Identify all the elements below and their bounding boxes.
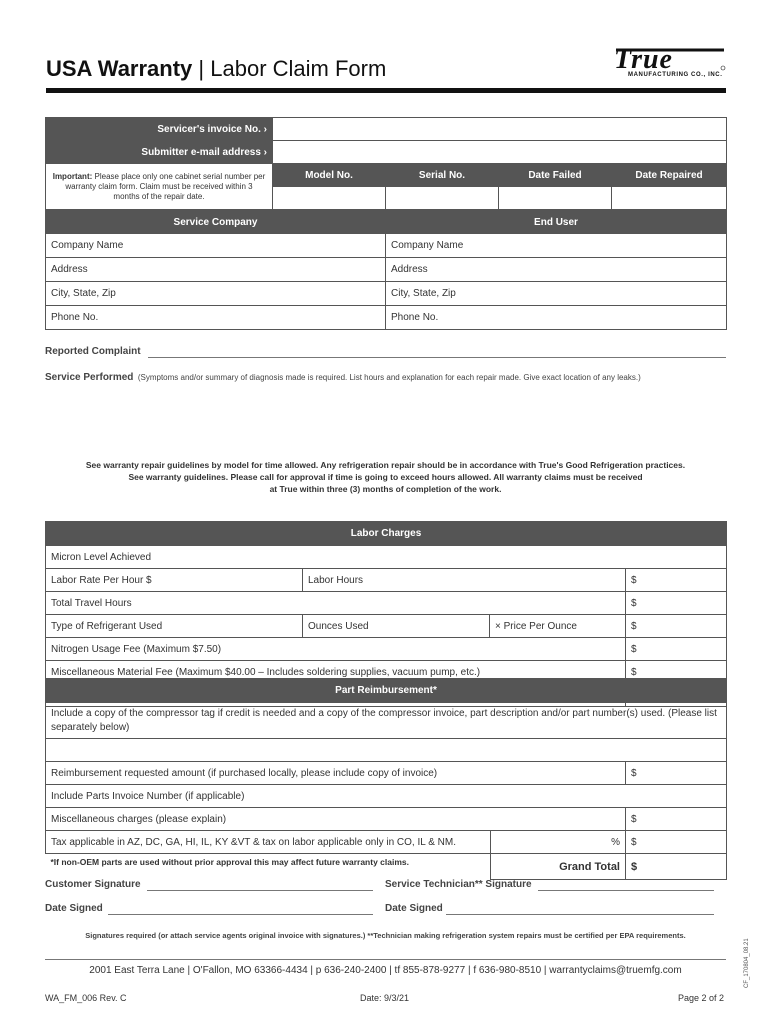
claim-header-table [45, 117, 727, 210]
technician-date-label: Date Signed [385, 903, 443, 914]
date-repaired-field[interactable] [612, 187, 727, 210]
contacts-table [45, 210, 727, 330]
page-number: Page 2 of 2 [678, 993, 725, 1003]
misc-material-fee-field[interactable]: Miscellaneous Material Fee (Maximum $40.00 – Includes soldering supplies, vacuum pump, etc.) [46, 661, 626, 684]
reported-complaint-label: Reported Complaint [45, 346, 141, 357]
reported-complaint-field[interactable] [148, 357, 726, 358]
end-user-city-field[interactable]: City, State, Zip [386, 282, 727, 306]
compressor-copy-note: Include a copy of the compressor tag if credit is needed and a copy of the compressor invoice, part description and/or part number(s) used. (Please list separately below) [46, 703, 727, 739]
service-performed-note: (Symptoms and/or summary of diagnosis made is required. List hours and explanation for each repair made. Give exact location of any leaks.) [137, 373, 641, 382]
ounces-used-field[interactable]: Ounces Used [303, 615, 490, 638]
refrigerant-type-field[interactable]: Type of Refrigerant Used [46, 615, 303, 638]
grand-total-label: Grand Total [491, 854, 626, 880]
end-user-company-name-field[interactable]: Company Name [386, 234, 727, 258]
technician-date-field[interactable] [446, 914, 714, 915]
misc-material-total-field[interactable]: $ [626, 661, 727, 684]
labor-charges-header: Labor Charges [46, 522, 727, 546]
email-field[interactable] [273, 141, 727, 164]
price-per-ounce-field[interactable]: × Price Per Ounce [490, 615, 626, 638]
form-date: Date: 9/3/21 [360, 993, 410, 1003]
parts-invoice-number-field[interactable]: Include Parts Invoice Number (if applicable) [46, 785, 727, 808]
date-repaired-header: Date Repaired [612, 164, 727, 187]
serial-no-header: Serial No. [386, 164, 499, 187]
part-reimbursement-header: Part Reimbursement* [46, 679, 727, 703]
misc-charges-field[interactable]: Miscellaneous charges (please explain) [46, 808, 626, 831]
nitrogen-total-field[interactable]: $ [626, 638, 727, 661]
parts-list-field[interactable] [46, 739, 727, 762]
customer-date-label: Date Signed [45, 903, 103, 914]
page-title: USA Warranty | Labor Claim Form [46, 56, 387, 81]
tax-total-field[interactable]: $ [626, 831, 727, 854]
header-rule [46, 88, 726, 93]
grand-total-field[interactable]: $ [626, 854, 727, 880]
service-company-header: Service Company [46, 211, 386, 234]
invoice-field[interactable] [273, 118, 727, 141]
date-failed-field[interactable] [499, 187, 612, 210]
true-logo [614, 44, 726, 84]
footer-rule [45, 959, 726, 960]
labor-total-field[interactable]: $ [626, 569, 727, 592]
labor-hours-field[interactable]: Labor Hours [303, 569, 626, 592]
end-user-header: End User [386, 211, 727, 234]
guidelines-note: See warranty repair guidelines by model for time allowed. Any refrigeration repair should be in accordance with True's Good Refrigeration practices. See warranty guidelines. Please call for approval if time is going to exceed hours allowed. All warranty claims must be received at True within three (3) months of completion of the work. [85, 460, 686, 494]
form-id: WA_FM_006 Rev. C [45, 993, 127, 1003]
oem-note: *If non-OEM parts are used without prior approval this may affect future warranty claims. [50, 857, 409, 867]
model-no-header: Model No. [273, 164, 386, 187]
svg-text:True: True [614, 44, 673, 75]
travel-total-field[interactable]: $ [626, 592, 727, 615]
reimbursement-total-field[interactable]: $ [626, 762, 727, 785]
service-performed-label: Service Performed [45, 372, 134, 383]
signature-note: Signatures required (or attach service agents original invoice with signatures.) **Technician making refrigeration system repairs must be certified per EPA requirements. [85, 931, 686, 940]
technician-signature-field[interactable] [538, 890, 714, 891]
service-performed-field[interactable] [45, 384, 726, 450]
service-company-city-field[interactable]: City, State, Zip [46, 282, 386, 306]
tax-note: Tax applicable in AZ, DC, GA, HI, IL, KY &VT & tax on labor applicable only in CO, IL & NM. [46, 831, 491, 854]
tax-percent-field[interactable]: % [491, 831, 626, 854]
side-code: CF_170804_08.21 [744, 938, 750, 988]
service-company-name-field[interactable]: Company Name [46, 234, 386, 258]
date-failed-header: Date Failed [499, 164, 612, 187]
serial-no-field[interactable] [386, 187, 499, 210]
end-user-phone-field[interactable]: Phone No. [386, 306, 727, 330]
labor-rate-field[interactable]: Labor Rate Per Hour $ [46, 569, 303, 592]
micron-level-field[interactable]: Micron Level Achieved [46, 546, 727, 569]
misc-charges-total-field[interactable]: $ [626, 808, 727, 831]
customer-date-field[interactable] [108, 914, 373, 915]
part-reimbursement-table [45, 678, 727, 880]
model-no-field[interactable] [273, 187, 386, 210]
logo-subtext: MANUFACTURING CO., INC. [628, 72, 723, 78]
customer-signature-label: Customer Signature [45, 879, 141, 890]
important-note: Important: Please place only one cabinet serial number per warranty claim form. Claim must be received within 3 months of the repair date. [46, 164, 273, 210]
service-company-address-field[interactable]: Address [46, 258, 386, 282]
email-label: Submitter e-mail address › [46, 141, 273, 164]
service-company-phone-field[interactable]: Phone No. [46, 306, 386, 330]
end-user-address-field[interactable]: Address [386, 258, 727, 282]
invoice-label: Servicer's invoice No. › [46, 118, 273, 141]
customer-signature-field[interactable] [147, 890, 373, 891]
nitrogen-fee-field[interactable]: Nitrogen Usage Fee (Maximum $7.50) [46, 638, 626, 661]
service-performed-row [45, 367, 641, 385]
reimbursement-amount-field[interactable]: Reimbursement requested amount (if purchased locally, please include copy of invoice) [46, 762, 626, 785]
technician-signature-label: Service Technician** Signature [385, 879, 532, 890]
travel-hours-field[interactable]: Total Travel Hours [46, 592, 626, 615]
refrigerant-total-field[interactable]: $ [626, 615, 727, 638]
footer-contact-line: 2001 East Terra Lane | O'Fallon, MO 63366-4434 | p 636-240-2400 | tf 855-878-9277 | f 636-980-8510 | warrantyclaims@truemfg.com [89, 965, 682, 976]
